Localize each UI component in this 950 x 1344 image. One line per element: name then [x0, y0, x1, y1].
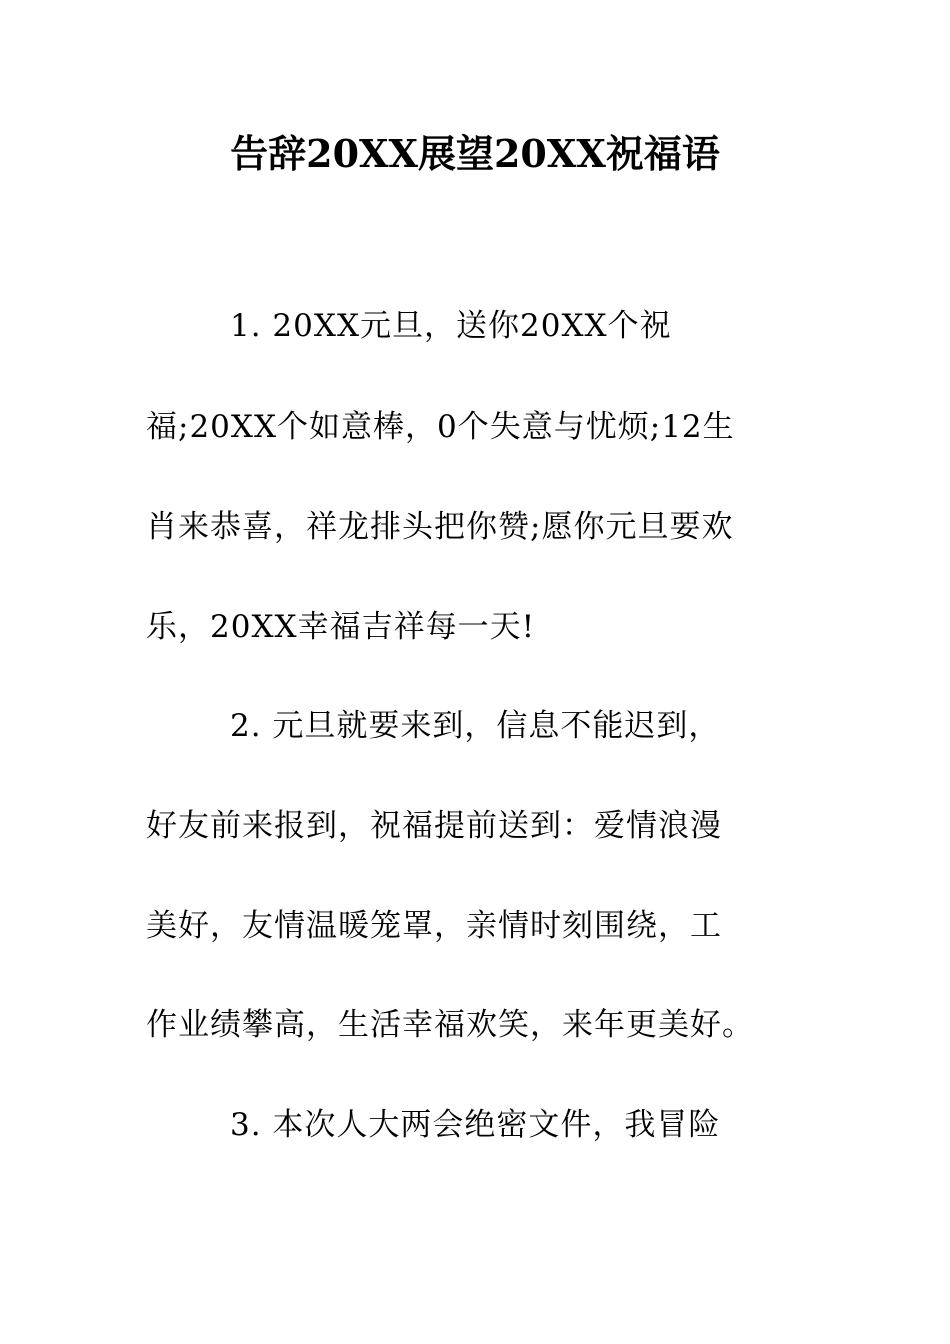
paragraph-line: 乐，20XX幸福吉祥每一天!	[146, 609, 536, 645]
paragraph-line: 2. 元旦就要来到，信息不能迟到，	[230, 708, 721, 744]
document-title: 告辞20XX展望20XX祝福语	[230, 131, 720, 176]
paragraph-line: 作业绩攀高，生活幸福欢笑，来年更美好。	[146, 1007, 754, 1043]
paragraph-line: 福;20XX个如意棒，0个失意与忧烦;12生	[146, 409, 735, 445]
paragraph-line: 好友前来报到，祝福提前送到：爱情浪漫	[146, 808, 722, 844]
paragraph-line: 美好，友情温暖笼罩，亲情时刻围绕，工	[146, 908, 722, 944]
paragraph-line: 3. 本次人大两会绝密文件，我冒险	[230, 1107, 721, 1143]
paragraph-line: 1. 20XX元旦，送你20XX个祝	[230, 308, 672, 344]
paragraph-line: 肖来恭喜，祥龙排头把你赞;愿你元旦要欢	[146, 509, 734, 545]
